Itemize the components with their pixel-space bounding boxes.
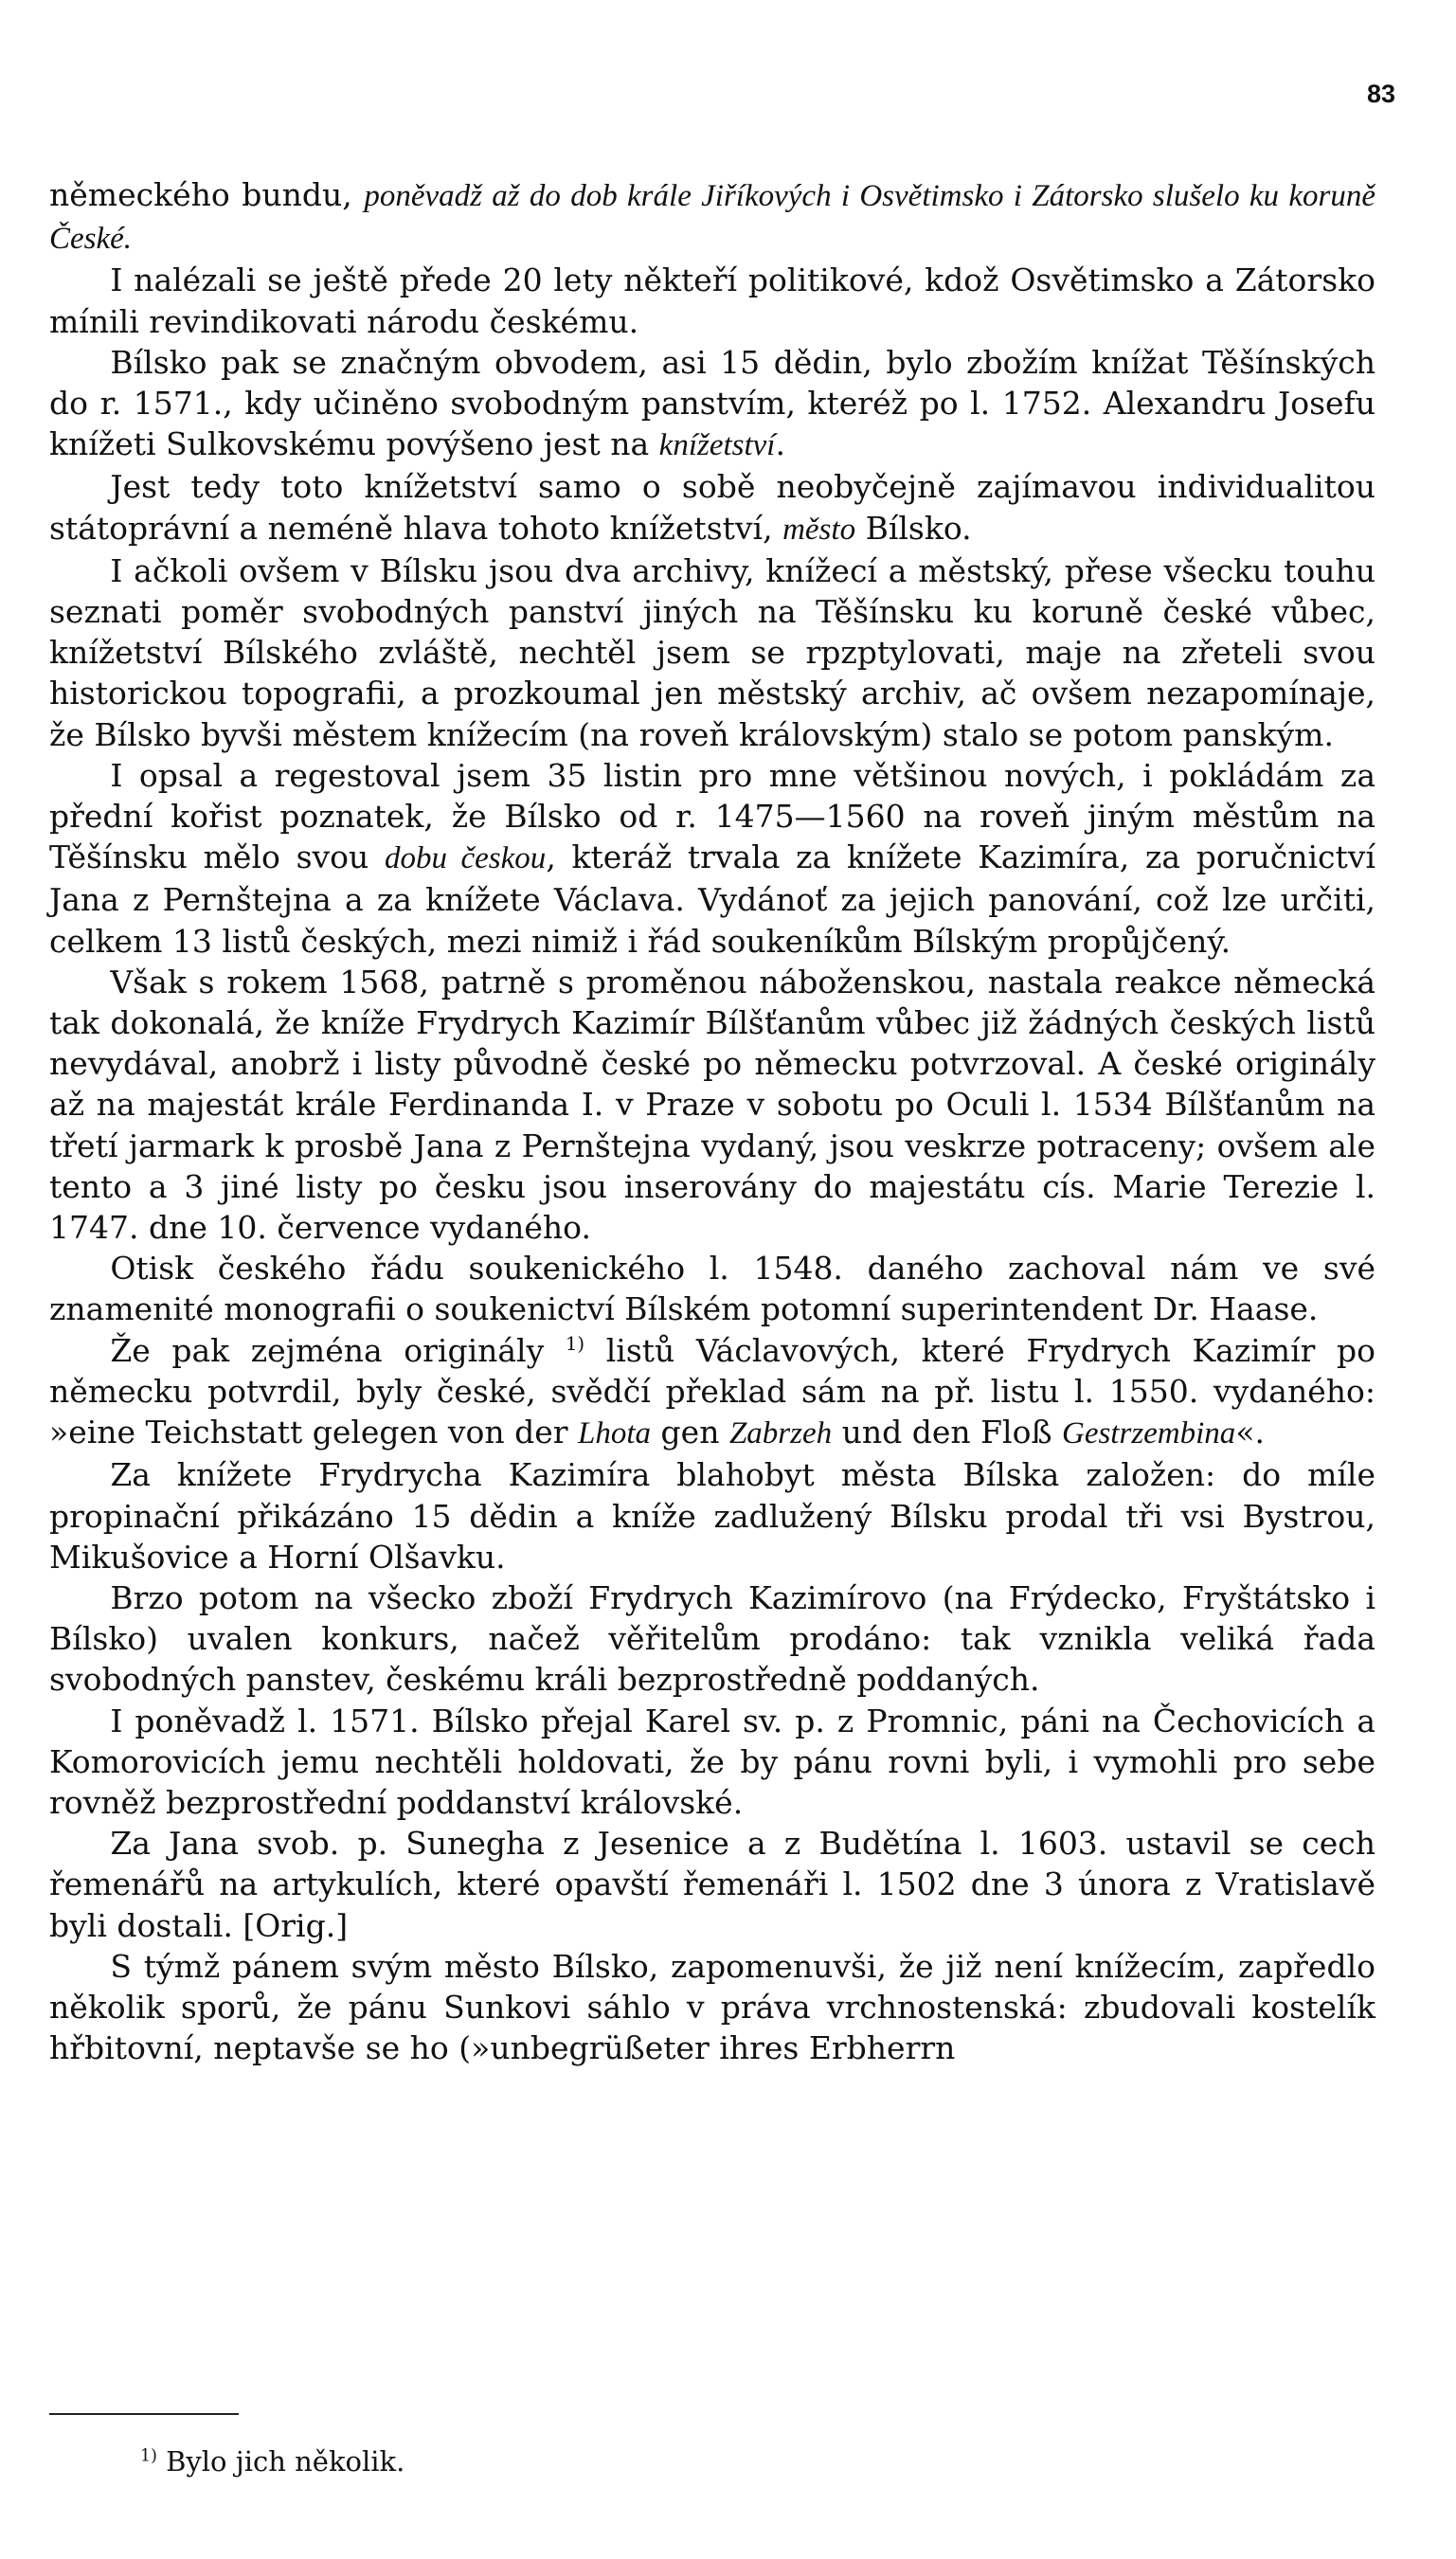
emphasis: dobu českou — [385, 841, 547, 876]
paragraph-4: Jest tedy toto knížetství samo o sobě neobyčejně zajímavou individualitou státoprávní a neméně hlava tohoto knížetství, město Bílsko. — [49, 468, 1375, 547]
footnote-reference[interactable]: 1) — [565, 1332, 585, 1355]
emphasis: poněvadž až do dob krále Jiříkových i Osvětimsko i Zátorsko slušelo ku koruně České. — [49, 179, 1375, 257]
footnote-divider — [49, 2413, 239, 2415]
emphasis: Zabrzeh — [728, 1416, 833, 1451]
paragraph-12: I poněvadž l. 1571. Bílsko přejal Karel sv. p. z Promnic, páni na Čechovicích a Komorovicích jemu nechtěli holdovati, že by pánu rovni byli, i vymohli pro sebe rovněž bezprostřední poddanství královské. — [49, 1702, 1375, 1821]
emphasis: knížetství — [658, 428, 776, 463]
paragraph-8: Otisk českého řádu soukenického l. 1548. daného zachoval nám ve své znamenité monografii o soukenictví Bílském potomní superintendent Dr. Haase. — [49, 1250, 1375, 1328]
paragraph-13: Za Jana svob. p. Sunegha z Jesenice a z Budětína l. 1603. ustavil se cech řemenářů na artykulích, které opavští řemenáři l. 1502 dne 3 února z Vratislavě byli dostali. [Orig.] — [49, 1825, 1375, 1944]
emphasis: Lhota — [578, 1416, 652, 1451]
paragraph-5: I ačkoli ovšem v Bílsku jsou dva archivy, knížecí a městský, přese všecku touhu seznati poměr svobodných panství jiných na Těšínsku ku koruně české vůbec, knížetství Bílského zvláště, nechtěl jsem se rpzptylovati, maje na zřeteli svou historickou topografii, a prozkoumal jen městský archiv, ač ovšem nezapomínaje, že Bílsko byvši městem knížecím (na roveň královským) stalo se potom panským. — [49, 551, 1375, 753]
paragraph-9: Že pak zejména originály $^{1)}$ listů Václavových, které Frydrych Kazimír po německu potvrdil, byly české, svědčí překlad sám na př. listu l. 1550. vydaného: »eine Teichstatt gelegen von der Lhota gen Zabrzeh und den Floß Gestrzembina«. — [49, 1331, 1375, 1451]
paragraph-14: S týmž pánem svým město Bílsko, zapomenuvši, že již není knížecím, zapředlo několik sporů, že pánu Sunkovi sáhlo v práva vrchnostenská: zbudovali kostelík hřbitovní, neptavše se ho (»unbegrüßeter ihres Erbherrn — [49, 1947, 1375, 2067]
body-text — [49, 174, 1375, 2068]
paragraph-1: německého bundu, poněvadž až do dob krále Jiříkových i Osvětimsko i Zátorsko slušelo ku koruně České. — [49, 176, 1375, 257]
paragraph-11: Brzo potom na všecko zboží Frydrych Kazimírovo (na Frýdecko, Fryštátsko i Bílsko) uvalen konkurs, načež věřitelům prodáno: tak vznikla veliká řada svobodných panstev, českému králi bezprostředně poddaných. — [49, 1578, 1375, 1699]
paragraph-7: Však s rokem 1568, patrně s proměnou náboženskou, nastala reakce německá tak dokonalá, že kníže Frydrych Kazimír Bílšťanům vůbec již žádných českých listů nevydával, anobrž i listy původně české po německu potvrzoval. A české originály až na majestát krále Ferdinanda I. v Praze v sobotu po Oculi l. 1534 Bílšťanům na třetí jarmark k prosbě Jana z Pernštejna vydaný, jsou veskrze potraceny; ovšem ale tento a 3 jiné listy po česku jsou inserovány do majestátu cís. Marie Terezie l. 1747. dne 10. července vydaného. — [49, 963, 1375, 1247]
paragraph-2: I nalézali se ještě přede 20 lety někteří politikové, kdož Osvětimsko a Zátorsko mínili revindikovati národu českému. — [49, 261, 1375, 340]
emphasis: Gestrzembina — [1061, 1416, 1236, 1451]
page-number: 83 — [1366, 80, 1395, 108]
emphasis: město — [782, 512, 856, 547]
paragraph-10: Za knížete Frydrycha Kazimíra blahobyt města Bílska založen: do míle propinační přikázáno 15 dědin a kníže zadlužený Bílsku prodal tři vsi Bystrou, Mikušovice a Horní Olšavku. — [49, 1456, 1375, 1576]
footnote-mark: 1) — [140, 2446, 157, 2466]
paragraph-6: I opsal a regestoval jsem 35 listin pro mne většinou nových, i pokládám za přední kořist poznatek, že Bílsko od r. 1475—1560 na roveň jiným městům na Těšínsku mělo svou dobu českou, kteráž trvala za knížete Kazimíra, za poručnictví Jana z Pernštejna a za knížete Václava. Vydánoť za jejich panování, což lze určiti, celkem 13 listů českých, mezi nimiž i řád soukeníkům Bílským propůjčený. — [49, 756, 1376, 960]
footnote-text: Bylo jich několik. — [156, 2445, 405, 2478]
paragraph-3: Bílsko pak se značným obvodem, asi 15 dědin, bylo zbožím knížat Těšínských do r. 1571., kdy učiněno svobodným panstvím, kteréž po l. 1752. Alexandru Josefu knížeti Sulkovskému povýšeno jest na knížetství. — [49, 343, 1375, 463]
footnote — [140, 2444, 404, 2478]
